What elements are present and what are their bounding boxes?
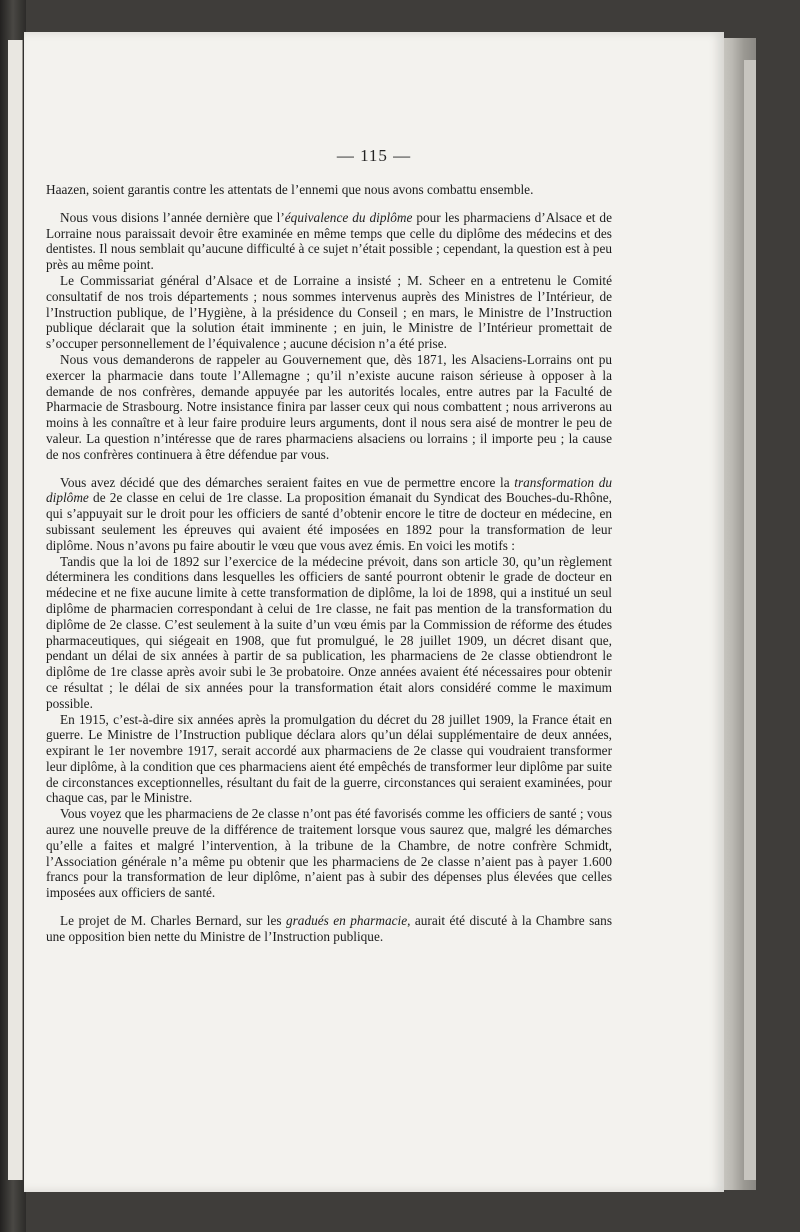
paragraph-3: Le Commissariat général d’Alsace et de Lorraine a insisté ; M. Scheer en a entretenu le Comité consultatif de nos trois départements ; nous sommes intervenus auprès des Ministres de l’Intérieur, de l’Instruction publique, de l’Hygiène, à la présidence du Conseil ; en mars, le Ministre de l’Instruction publique déclarait que la solution était imminente ; en juin, le Ministre de l’Intérieur promettait de s’occuper personnellement de l’équivalence ; aucune décision n’a été prise. [46,272,612,352]
paragraph-1: Haazen, soient garantis contre les attentats de l’ennemi que nous avons combattu ensemble. [46,182,534,197]
paragraph-5: Vous avez décidé que des démarches seraient faites en vue de permettre encore la transformation du diplôme de 2e classe en celui de 1re classe. La proposition émanait du Syndicat des Bouches-du-Rhône, qui s’appuyait sur le droit pour les officiers de santé d’obtenir encore le titre de docteur en médecine, en subissant seulement les épreuves qui avaient été imposées en 1892 pour la transformation de leur diplôme. Nous n’avons pu faire aboutir le vœu que vous avez émis. En voici les motifs : [46,474,612,553]
paragraph-6: Tandis que la loi de 1892 sur l’exercice de la médecine prévoit, dans son article 30, qu’un règlement déterminera les conditions dans lesquelles les officiers de santé pourront obtenir le grade de docteur en médecine et ne fixe aucune limite à cette transformation de diplôme, la loi de 1898, qui a institué un seul diplôme de pharmacien correspondant à celui de 1re classe, ne fait pas mention de la transformation du diplôme de 2e classe. C’est seulement à la suite d’un vœu émis par la Commission de réforme des études pharmaceutiques, qui siégeait en 1908, que fut promulgué, le 28 juillet 1909, un décret disant que, pendant un délai de six années à partir de sa publication, les pharmaciens de 2e classe obtiendront le diplôme de 1re classe après avoir subi le 3e probatoire. Onze années avaient été nécessaires pour obtenir ce résultat ; le délai de six années pour la transformation était alors considéré comme le maximum possible. [46,553,612,711]
facing-page-edge [8,40,23,1180]
paragraph-7: En 1915, c’est-à-dire six années après la promulgation du décret du 28 juillet 1909, la France était en guerre. Le Ministre de l’Instruction publique déclara alors qu’un délai supplémentaire de deux années, expirant le 1er novembre 1917, serait accordé aux pharmaciens de 2e classe qui voudraient transformer leur diplôme, à la condition que ces pharmaciens aient été empêchés de transformer leur diplôme par suite de circonstances exceptionnelles, résultant du fait de la guerre, circonstances qui seraient examinées, pour chaque cas, par le Ministre. [46,711,612,806]
page-number: — 115 — [336,146,412,165]
paragraph-8: Vous voyez que les pharmaciens de 2e classe n’ont pas été favorisés comme les officiers de santé ; vous aurez une nouvelle preuve de la différence de traitement lorsque vous saurez que, malgré les démarches qu’elle a faites et malgré l’intervention, à la tribune de la Chambre, de notre confrère Schmidt, l’Association générale n’a même pu obtenir que les pharmaciens de 2e classe n’aient pas à payer 1.600 francs pour la transformation de leur diplôme, n’aient pas à subir des dépenses plus élevées que celles imposées aux officiers de santé. [46,806,612,901]
page-stack-edge-inner [744,60,756,1180]
paragraph-9: Le projet de M. Charles Bernard, sur les gradués en pharmacie, aurait été discuté à la Chambre sans une opposition bien nette du Ministre de l’Instruction publique. [46,913,612,944]
book-page [24,32,724,1192]
paragraph-2: Nous vous disions l’année dernière que l’équivalence du diplôme pour les pharmaciens d’Alsace et de Lorraine nous paraissait devoir être examinée en même temps que celle du diplôme des médecins et des dentistes. Il nous semblait qu’aucune difficulté à ce sujet n’était possible ; cependant, la question est à peu près au même point. [46,209,612,273]
page-text [46,182,612,945]
paragraph-4: Nous vous demanderons de rappeler au Gouvernement que, dès 1871, les Alsaciens-Lorrains ont pu exercer la pharmacie dans toute l’Allemagne ; qu’il n’existe aucune raison sérieuse à opposer à la demande de nos confrères, demande appuyée par les autorités locales, entre autres par la Faculté de Pharmacie de Strasbourg. Notre insistance finira par lasser ceux qui nous combattent ; nous arriverons au moins à les connaître et à leur faire produire leurs arguments, dont il nous sera aisé de montrer le peu de valeur. La question n’intéresse que de rares pharmaciens alsaciens ou lorrains ; il importe peu ; la cause de nos confrères continuera à être défendue par vous. [46,351,612,462]
